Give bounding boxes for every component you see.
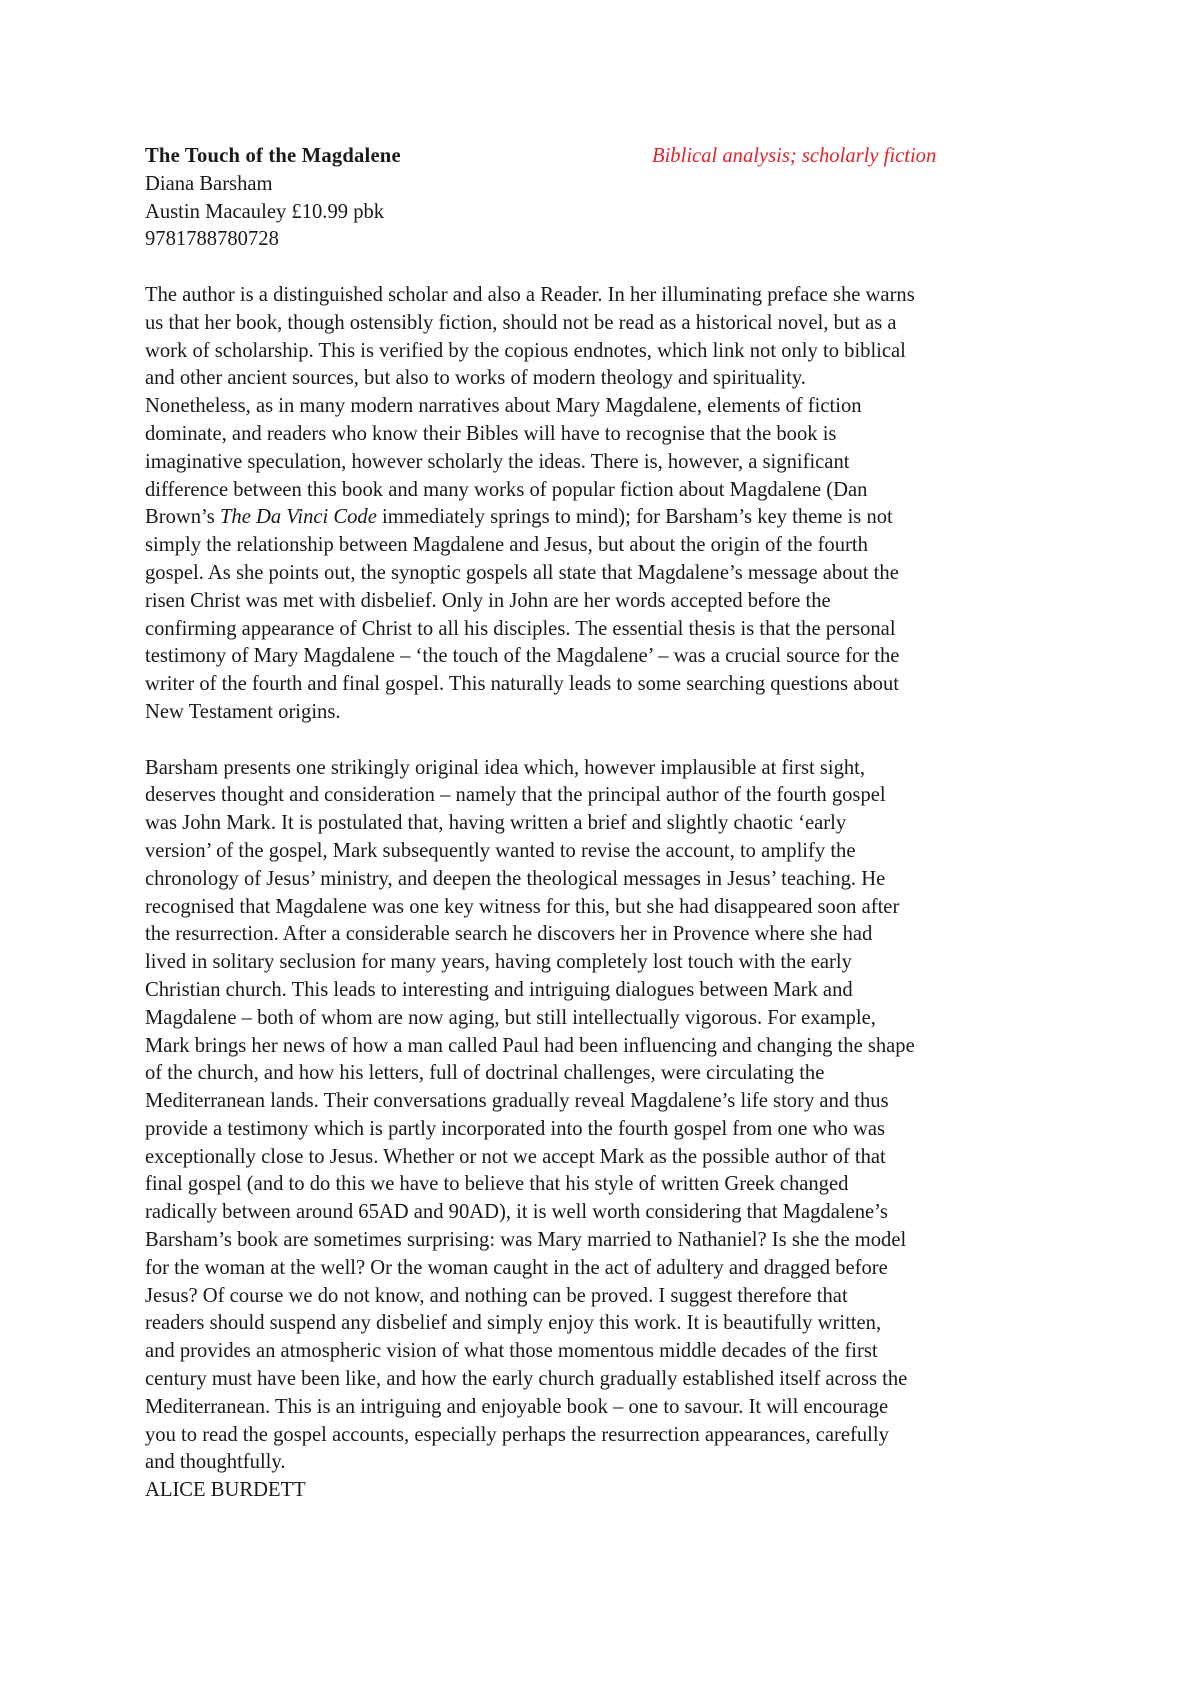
text-line: writer of the fourth and final gospel. This naturally leads to some searching questions about bbox=[145, 673, 899, 696]
text-line: was John Mark. It is postulated that, having written a brief and slightly chaotic ‘early bbox=[145, 812, 847, 835]
text-line: Nonetheless, as in many modern narratives about Mary Magdalene, elements of fiction bbox=[145, 395, 862, 418]
book-author: Diana Barsham bbox=[145, 172, 273, 195]
book-title-italic: The Da Vinci Code bbox=[219, 506, 377, 529]
text-line: difference between this book and many works of popular fiction about Magdalene (Dan bbox=[145, 478, 868, 501]
text-line: and other ancient sources, but also to works of modern theology and spirituality. bbox=[145, 367, 806, 390]
text-line: Mediterranean lands. Their conversations gradually reveal Magdalene’s life story and thus bbox=[145, 1090, 889, 1113]
text-line: confirming appearance of Christ to all his disciples. The essential thesis is that the personal bbox=[145, 617, 896, 640]
text-line: New Testament origins. bbox=[145, 700, 341, 723]
text-line: for the woman at the well? Or the woman caught in the act of adultery and dragged before bbox=[145, 1256, 888, 1279]
text-line: Jesus? Of course we do not know, and nothing can be proved. I suggest therefore that bbox=[145, 1284, 848, 1307]
review-page bbox=[145, 143, 1065, 1505]
text-line: of the church, and how his letters, full of doctrinal challenges, were circulating the bbox=[145, 1062, 825, 1085]
text-line: Mediterranean. This is an intriguing and enjoyable book – one to savour. It will encourage bbox=[145, 1395, 889, 1418]
text-line: Barsham presents one strikingly original idea which, however implausible at first sight, bbox=[145, 756, 866, 779]
text-line: Magdalene – both of whom are now aging, but still intellectually vigorous. For example, bbox=[145, 1006, 876, 1029]
text-run: Brown’s bbox=[145, 506, 220, 529]
text-line: deserves thought and consideration – namely that the principal author of the fourth gospel bbox=[145, 784, 886, 807]
text-line: lived in solitary seclusion for many years, having completely lost touch with the early bbox=[145, 951, 852, 974]
spacer bbox=[145, 254, 1065, 282]
text-line: you to read the gospel accounts, especially perhaps the resurrection appearances, carefully bbox=[145, 1423, 889, 1446]
text-line: risen Christ was met with disbelief. Only in John are her words accepted before the bbox=[145, 589, 831, 612]
text-line: readers should suspend any disbelief and simply enjoy this work. It is beautifully written, bbox=[145, 1312, 882, 1335]
review-header bbox=[145, 143, 1065, 171]
text-line: recognised that Magdalene was one key witness for this, but she had disappeared soon after bbox=[145, 895, 900, 918]
text-line: final gospel (and to do this we have to believe that his style of written Greek changed bbox=[145, 1173, 849, 1196]
text-line: testimony of Mary Magdalene – ‘the touch of the Magdalene’ – was a crucial source for the bbox=[145, 645, 900, 668]
text-line: and thoughtfully. bbox=[145, 1451, 286, 1474]
reviewer-name: ALICE BURDETT bbox=[145, 1479, 306, 1502]
text-line: Christian church. This leads to interesting and intriguing dialogues between Mark and bbox=[145, 978, 853, 1001]
category-label: Biblical analysis; scholarly fiction bbox=[652, 145, 937, 167]
text-line: the resurrection. After a considerable search he discovers her in Provence where she had bbox=[145, 923, 873, 946]
text-line: exceptionally close to Jesus. Whether or not we accept Mark as the possible author of that bbox=[145, 1145, 886, 1168]
text-run: immediately springs to mind); for Barsham’s key theme is not bbox=[376, 506, 893, 529]
text-line: dominate, and readers who know their Bibles will have to recognise that the book is bbox=[145, 422, 837, 445]
review-paragraph-2 bbox=[145, 755, 1065, 1478]
text-line: radically between around 65AD and 90AD), it is well worth considering that Magdalene’s bbox=[145, 1201, 888, 1224]
text-line: and provides an atmospheric vision of what those momentous middle decades of the first bbox=[145, 1340, 878, 1363]
text-line: Mark brings her news of how a man called Paul had been influencing and changing the shape bbox=[145, 1034, 915, 1057]
book-isbn: 9781788780728 bbox=[145, 228, 279, 251]
review-paragraph-1 bbox=[145, 282, 1065, 727]
book-title: The Touch of the Magdalene bbox=[145, 145, 401, 167]
text-line bbox=[145, 504, 1065, 532]
text-line: imaginative speculation, however scholarly the ideas. There is, however, a significant bbox=[145, 450, 850, 473]
text-line: provide a testimony which is partly incorporated into the fourth gospel from one who was bbox=[145, 1117, 886, 1140]
text-line: version’ of the gospel, Mark subsequently wanted to revise the account, to amplify the bbox=[145, 839, 856, 862]
text-line: work of scholarship. This is verified by the copious endnotes, which link not only to biblical bbox=[145, 339, 906, 362]
text-line: chronology of Jesus’ ministry, and deepen the theological messages in Jesus’ teaching. He bbox=[145, 867, 886, 890]
book-publisher-price: Austin Macauley £10.99 pbk bbox=[145, 200, 385, 223]
text-line: simply the relationship between Magdalene and Jesus, but about the origin of the fourth bbox=[145, 534, 868, 557]
text-line: gospel. As she points out, the synoptic gospels all state that Magdalene’s message about the bbox=[145, 561, 899, 584]
text-line: Barsham’s book are sometimes surprising: was Mary married to Nathaniel? Is she the model bbox=[145, 1229, 907, 1252]
text-line: century must have been like, and how the early church gradually established itself across the bbox=[145, 1368, 908, 1391]
text-line: us that her book, though ostensibly fiction, should not be read as a historical novel, but as a bbox=[145, 311, 897, 334]
text-line: The author is a distinguished scholar and also a Reader. In her illuminating preface she warns bbox=[145, 283, 915, 306]
